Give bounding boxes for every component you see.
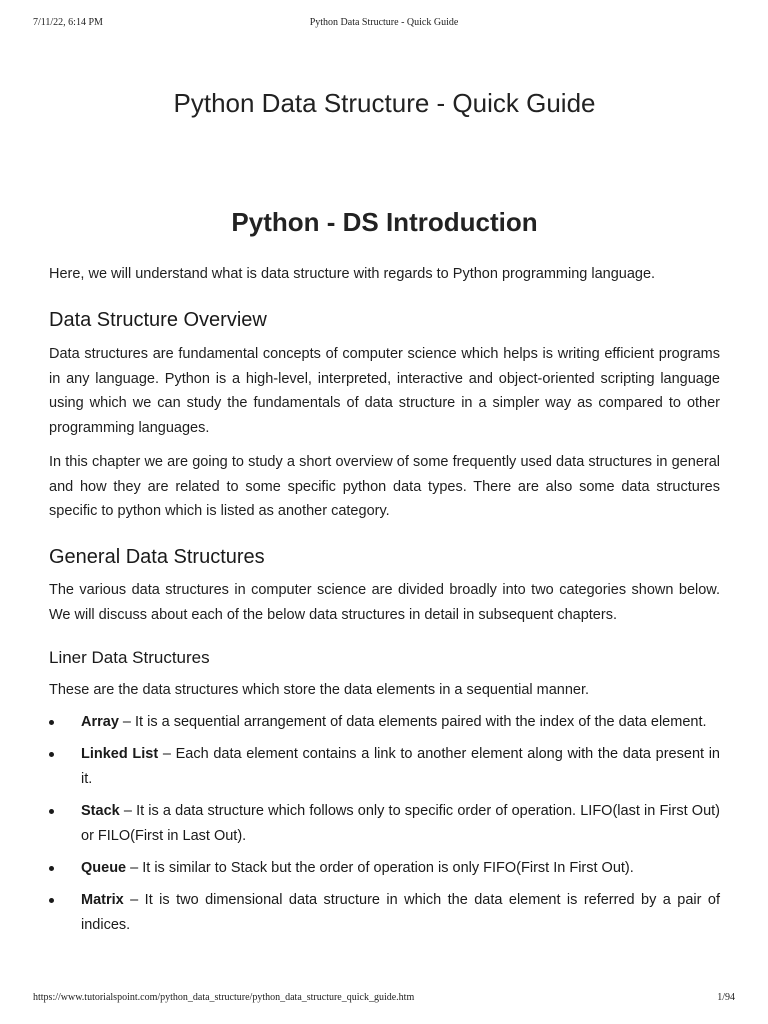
bullet-icon — [49, 898, 54, 903]
print-datetime: 7/11/22, 6:14 PM — [33, 17, 103, 28]
overview-heading: Data Structure Overview — [49, 309, 267, 331]
list-item-term: Array — [81, 714, 119, 730]
print-header — [33, 17, 735, 31]
bullet-icon — [49, 752, 54, 757]
list-item-term: Stack — [81, 803, 120, 819]
chapter-title: Python - DS Introduction — [231, 207, 538, 237]
general-heading: General Data Structures — [49, 546, 265, 568]
overview-paragraph-2: In this chapter we are going to study a short overview of some frequently used data structures in general and how they are related to some specific python data types. There are also some data structures specific to python which is listed as another category. — [49, 454, 720, 519]
bullet-icon — [49, 809, 54, 814]
list-item-desc: – It is a data structure which follows only to specific order of operation. LIFO(last in First Out) or FILO(First in Last Out). — [81, 803, 720, 844]
list-item — [49, 799, 720, 849]
print-url: https://www.tutorialspoint.com/python_data_structure/python_data_structure_quick_guide.htm — [33, 992, 415, 1003]
general-paragraph: The various data structures in computer science are divided broadly into two categories shown below. We will discuss about each of the below data structures in detail in subsequent chapters. — [49, 582, 720, 623]
list-item-desc: – It is a sequential arrangement of data elements paired with the index of the data element. — [118, 714, 707, 730]
print-footer — [33, 992, 735, 1006]
overview-paragraph-1: Data structures are fundamental concepts of computer science which helps is writing efficient programs in any language. Python is a high-level, interpreted, interactive and object-oriented scripting language using which we can study the fundamentals of data structure in a simpler way as compared to other programming languages. — [49, 346, 720, 436]
intro-paragraph: Here, we will understand what is data structure with regards to Python programming language. — [49, 266, 656, 282]
list-item — [49, 856, 720, 881]
list-item — [49, 710, 720, 735]
list-item-desc: – Each data element contains a link to another element along with the data present in it. — [81, 746, 720, 787]
document-title: Python Data Structure - Quick Guide — [173, 88, 596, 118]
print-page-title: Python Data Structure - Quick Guide — [309, 17, 459, 28]
list-item — [49, 742, 720, 792]
data-structure-list — [49, 710, 720, 945]
list-item-desc: – It is two dimensional data structure in which the data element is referred by a pair of indices. — [81, 892, 720, 933]
liner-paragraph: These are the data structures which store the data elements in a sequential manner. — [49, 682, 590, 698]
list-item-term: Queue — [81, 860, 127, 876]
liner-heading: Liner Data Structures — [49, 648, 210, 667]
bullet-icon — [49, 720, 54, 725]
bullet-icon — [49, 866, 54, 871]
list-item — [49, 888, 720, 938]
print-page-number: 1/94 — [717, 992, 735, 1003]
list-item-term: Linked List — [81, 746, 159, 762]
list-item-desc: – It is similar to Stack but the order of operation is only FIFO(First In First Out). — [126, 860, 634, 876]
list-item-term: Matrix — [81, 892, 124, 908]
